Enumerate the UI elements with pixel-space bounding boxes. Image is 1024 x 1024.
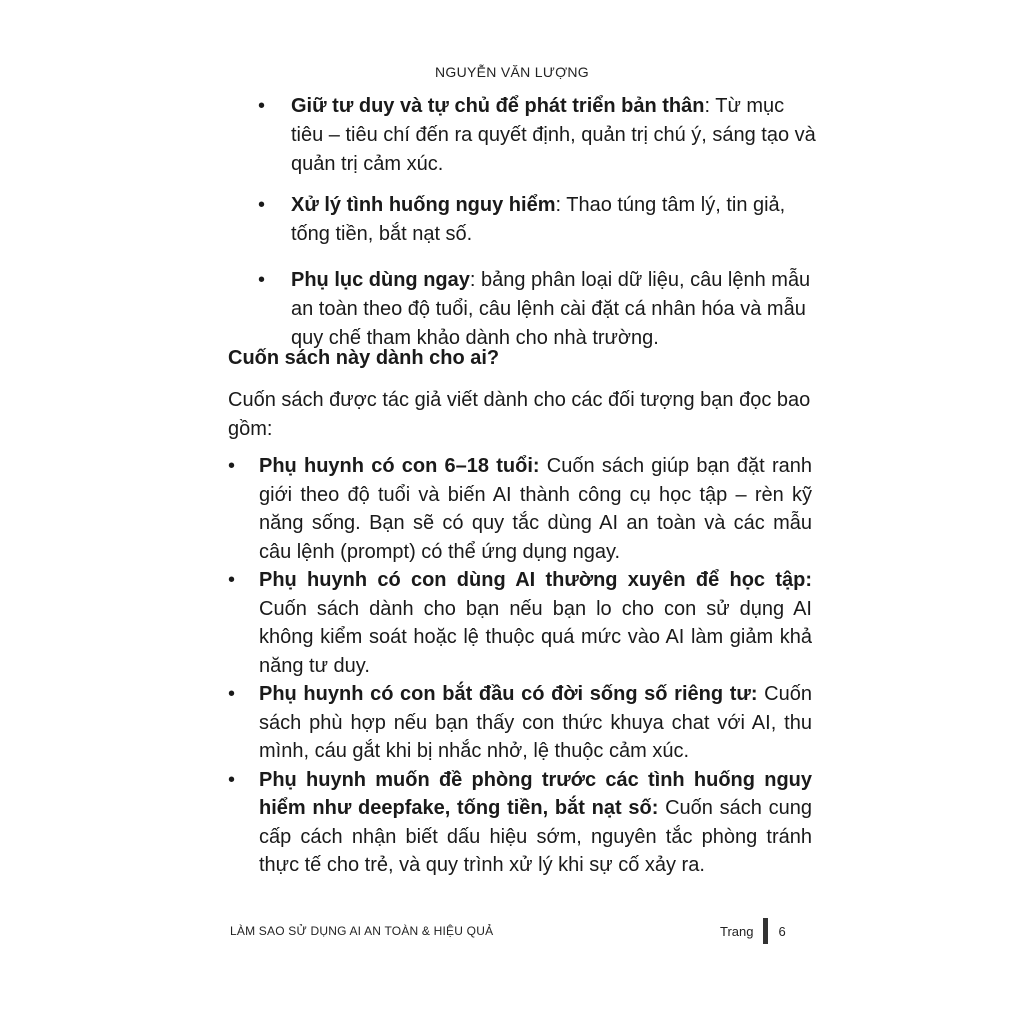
list-item-text: Cuốn sách phù hợp nếu bạn thấy con thức khuya chat với AI, thu mình, cáu gắt khi bị nhắc nhở, lệ thuộc cảm xúc. — [259, 683, 812, 762]
list-item — [258, 191, 818, 249]
page-number-block — [720, 918, 786, 944]
section-heading: Cuốn sách này dành cho ai? — [228, 347, 500, 369]
bullet-icon: • — [228, 569, 236, 591]
list-item — [228, 680, 812, 766]
list-item — [228, 766, 812, 880]
list-item — [258, 92, 818, 179]
list-item-heading: Xử lý tình huống nguy hiểm — [291, 194, 556, 216]
list-item-heading: Phụ huynh có con 6–18 tuổi: — [259, 455, 540, 477]
list-item-text: : Thao túng tâm lý, tin giả, tống tiền, bắt nạt số. — [291, 194, 786, 245]
running-header-author: NGUYỄN VĂN LƯỢNG — [434, 64, 589, 80]
list-item-heading: Phụ lục dùng ngay — [291, 269, 470, 291]
list-item-text: Cuốn sách giúp bạn đặt ranh giới theo độ tuổi và biến AI thành công cụ học tập – rèn kỹ năng sống. Bạn sẽ có quy tắc dùng AI an toàn và các mẫu câu lệnh (prompt) có thể ứng dụng ngay. — [259, 455, 812, 563]
bullet-icon: • — [258, 269, 266, 291]
list-item-heading: Phụ huynh có con dùng AI thường xuyên để học tập: — [259, 569, 812, 591]
list-item — [228, 452, 812, 566]
list-item-text: Cuốn sách dành cho bạn nếu bạn lo cho con sử dụng AI không kiểm soát hoặc lệ thuộc quá mức vào AI làm giảm khả năng tư duy. — [259, 597, 812, 677]
section-intro-paragraph: Cuốn sách được tác giả viết dành cho các đối tượng bạn đọc bao gồm: — [228, 389, 811, 440]
list-item-text: Cuốn sách cung cấp cách nhận biết dấu hiệu sớm, nguyên tắc phòng tránh thực tế cho trẻ, và quy trình xử lý khi sự cố xảy ra. — [259, 797, 812, 876]
page-label: Trang — [720, 923, 754, 939]
running-footer-book-title: LÀM SAO SỬ DỤNG AI AN TOÀN & HIỆU QUẢ — [230, 924, 494, 938]
list-item-text: : Từ mục tiêu – tiêu chí đến ra quyết định, quản trị chú ý, sáng tạo và quản trị cảm xúc. — [291, 95, 816, 175]
page-divider-bar — [763, 918, 768, 944]
bullet-icon: • — [258, 95, 266, 117]
topics-list — [258, 92, 818, 365]
audience-list — [228, 452, 812, 880]
bullet-icon: • — [228, 455, 236, 477]
list-item-heading: Giữ tư duy và tự chủ để phát triển bản thân — [291, 95, 705, 117]
list-item-text: : bảng phân loại dữ liệu, câu lệnh mẫu an toàn theo độ tuổi, câu lệnh cài đặt cá nhân hóa và mẫu quy chế tham khảo dành cho nhà trường. — [291, 269, 811, 349]
list-item — [228, 566, 812, 680]
page-number: 6 — [778, 923, 786, 939]
list-item-heading: Phụ huynh muốn đề phòng trước các tình huống nguy hiểm như deepfake, tống tiền, bắt nạt số: — [259, 768, 812, 819]
bullet-icon: • — [258, 194, 266, 216]
bullet-icon: • — [228, 768, 236, 791]
list-item — [258, 266, 818, 353]
list-item-heading: Phụ huynh có con bắt đầu có đời sống số riêng tư: — [259, 683, 758, 705]
bullet-icon: • — [228, 683, 236, 705]
